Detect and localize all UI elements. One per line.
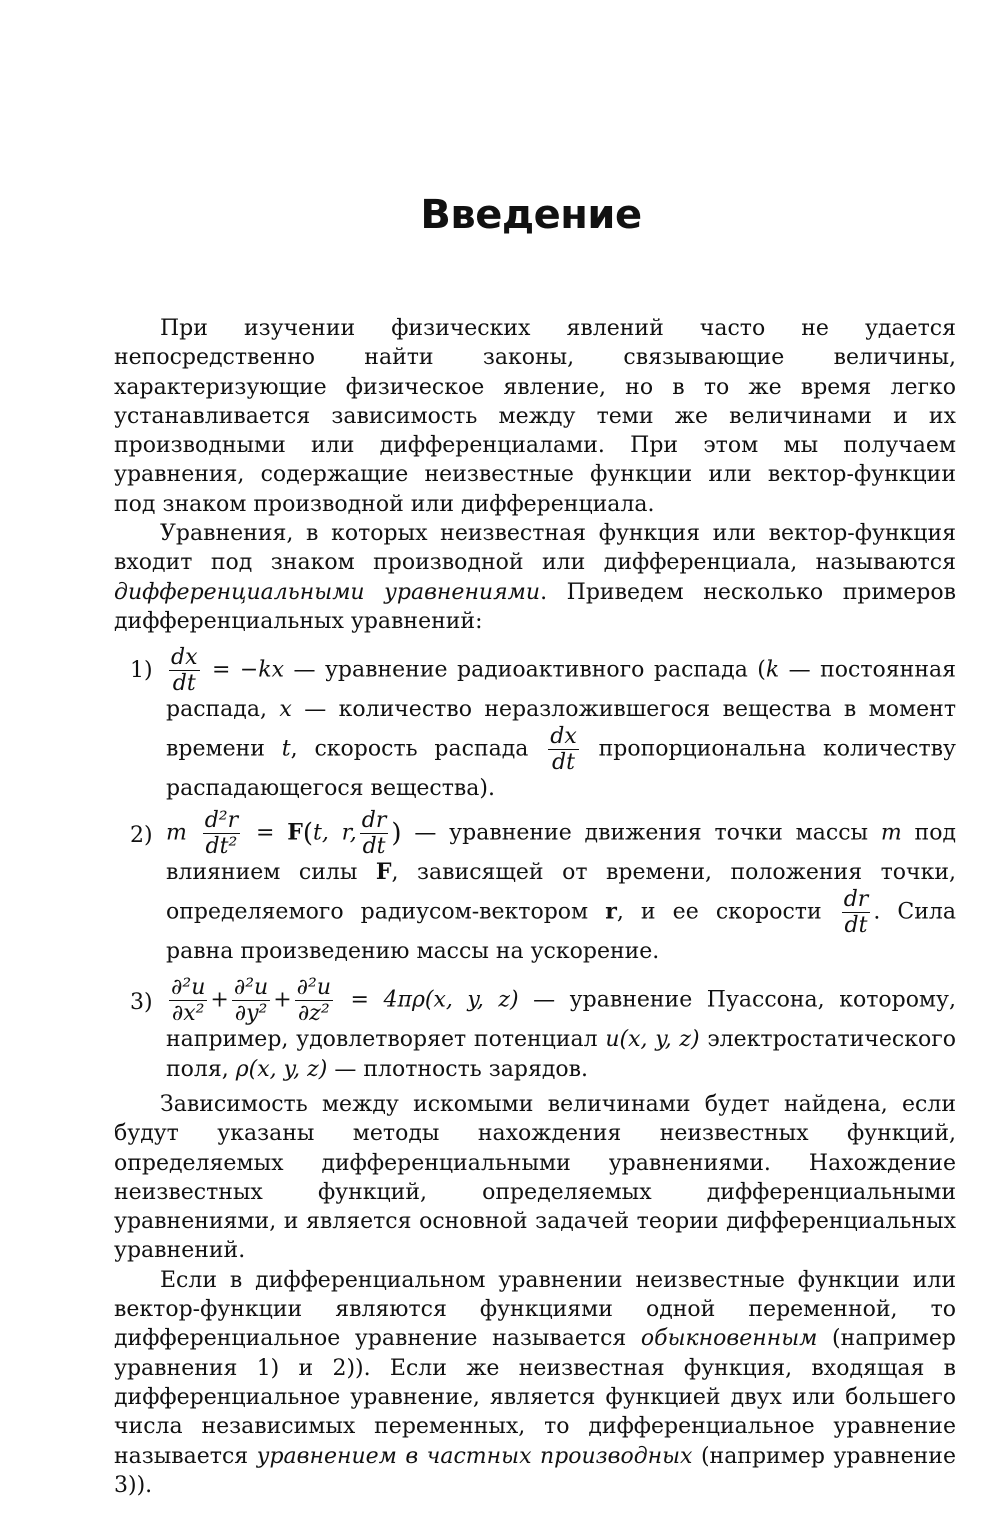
text-body bbox=[114, 314, 956, 1500]
formula-rhs: = −kx bbox=[211, 657, 285, 683]
formula-fraction: $\frac{\text{∂²u}}{\text{∂x²}}$ bbox=[171, 975, 206, 1027]
paragraph-3: Зависимость между искомыми величинами будет найдена, если будут указаны методы нахождения неизвестных функций, определяемых дифференциальными уравнениями. Нахождение неизвестных функций, определяемых дифференциальными уравнениями, и является основной задачей теории дифференциальных уравнений. bbox=[114, 1091, 956, 1264]
example-number: 3) bbox=[130, 990, 153, 1016]
formula-fraction: $\frac{\text{∂²u}}{\text{∂z²}}$ bbox=[296, 975, 331, 1027]
emphasis-de: дифференциальными уравнениями bbox=[114, 579, 541, 605]
emphasis-pde: уравнением в частных производных bbox=[256, 1443, 693, 1469]
example-3: 3) $\frac{\text{∂²u}}{\text{∂x²}}$ + $\frac{\text{∂²u}}{\text{∂y²}}$ + $\frac{\text{∂²u}}{\text{∂z²}}$ = 4πρ(x, y, z) — уравнение Пуассона, которому, например, удовлетворяет потенциал u(x, y, z) электростатического поля, ρ(x, y, z) — плотность зарядов. bbox=[130, 975, 956, 1082]
chapter-heading: Введение bbox=[420, 192, 642, 238]
formula-fraction: $\frac{dx}{dt}$ bbox=[550, 723, 577, 775]
emphasis-ordinary: обыкновенным bbox=[640, 1326, 818, 1352]
example-number: 2) bbox=[130, 823, 153, 849]
formula-fraction: $\frac{\text{d²r}}{\text{dt²}}$ bbox=[204, 808, 239, 860]
example-2: 2) m $\frac{\text{d²r}}{\text{dt²}}$ = F(t, r, $\frac{dr}{dt}$ ) — уравнение движения точки массы m под влиянием силы F, зависящей от времени, положения точки, определяемого радиусом-вектором r, и ее скорости $\frac{dr}{dt}$ . Сила равна произведению массы на ускорение. bbox=[130, 808, 957, 964]
formula-rhs: = 4πρ(x, y, z) bbox=[350, 987, 519, 1013]
formula-fraction: $\frac{\text{∂²u}}{\text{∂y²}}$ bbox=[233, 975, 269, 1027]
paragraph-2: Уравнения, в которых неизвестная функция или вектор-функция входит под знаком производной или дифференциала, называются дифференциальными уравнениями. Приведем несколько примеров дифференциальных уравнений: bbox=[114, 521, 956, 634]
formula-fraction: $\frac{dx}{dt}$ bbox=[171, 645, 198, 697]
paragraph-4: Если в дифференциальном уравнении неизвестные функции или вектор-функции являются функциями одной переменной, то дифференциальное уравнение называется обыкновенным (например уравнения 1) и 2)). Если же неизвестная функция, входящая в дифференциальное уравнение, является функцией двух или большего числа независимых переменных, то дифференциальное уравнение называется уравнением в частных производных (например уравнение 3)). bbox=[114, 1267, 956, 1498]
paragraph-1: При изучении физических явлений часто не удается непосредственно найти законы, связывающие величины, характеризующие физическое явление, но в то же время легко устанавливается зависимость между теми же величинами и их производными или дифференциалами. При этом мы получаем уравнения, содержащие неизвестные функции или вектор-функции под знаком производной или дифференциала. bbox=[114, 316, 956, 517]
examples-list bbox=[114, 646, 956, 1084]
formula-fraction: $\frac{dr}{dt}$ bbox=[361, 808, 387, 860]
formula-fraction: $\frac{dr}{dt}$ bbox=[843, 886, 869, 938]
example-1: 1) $\frac{dx}{dt}$ = −kx — уравнение радиоактивного распада (k — постоянная распада, x — количество неразложившегося вещества в момент времени t, скорость распада $\frac{dx}{dt}$ пропорциональна количеству распадающегося вещества). bbox=[130, 645, 956, 801]
example-number: 1) bbox=[130, 658, 153, 684]
